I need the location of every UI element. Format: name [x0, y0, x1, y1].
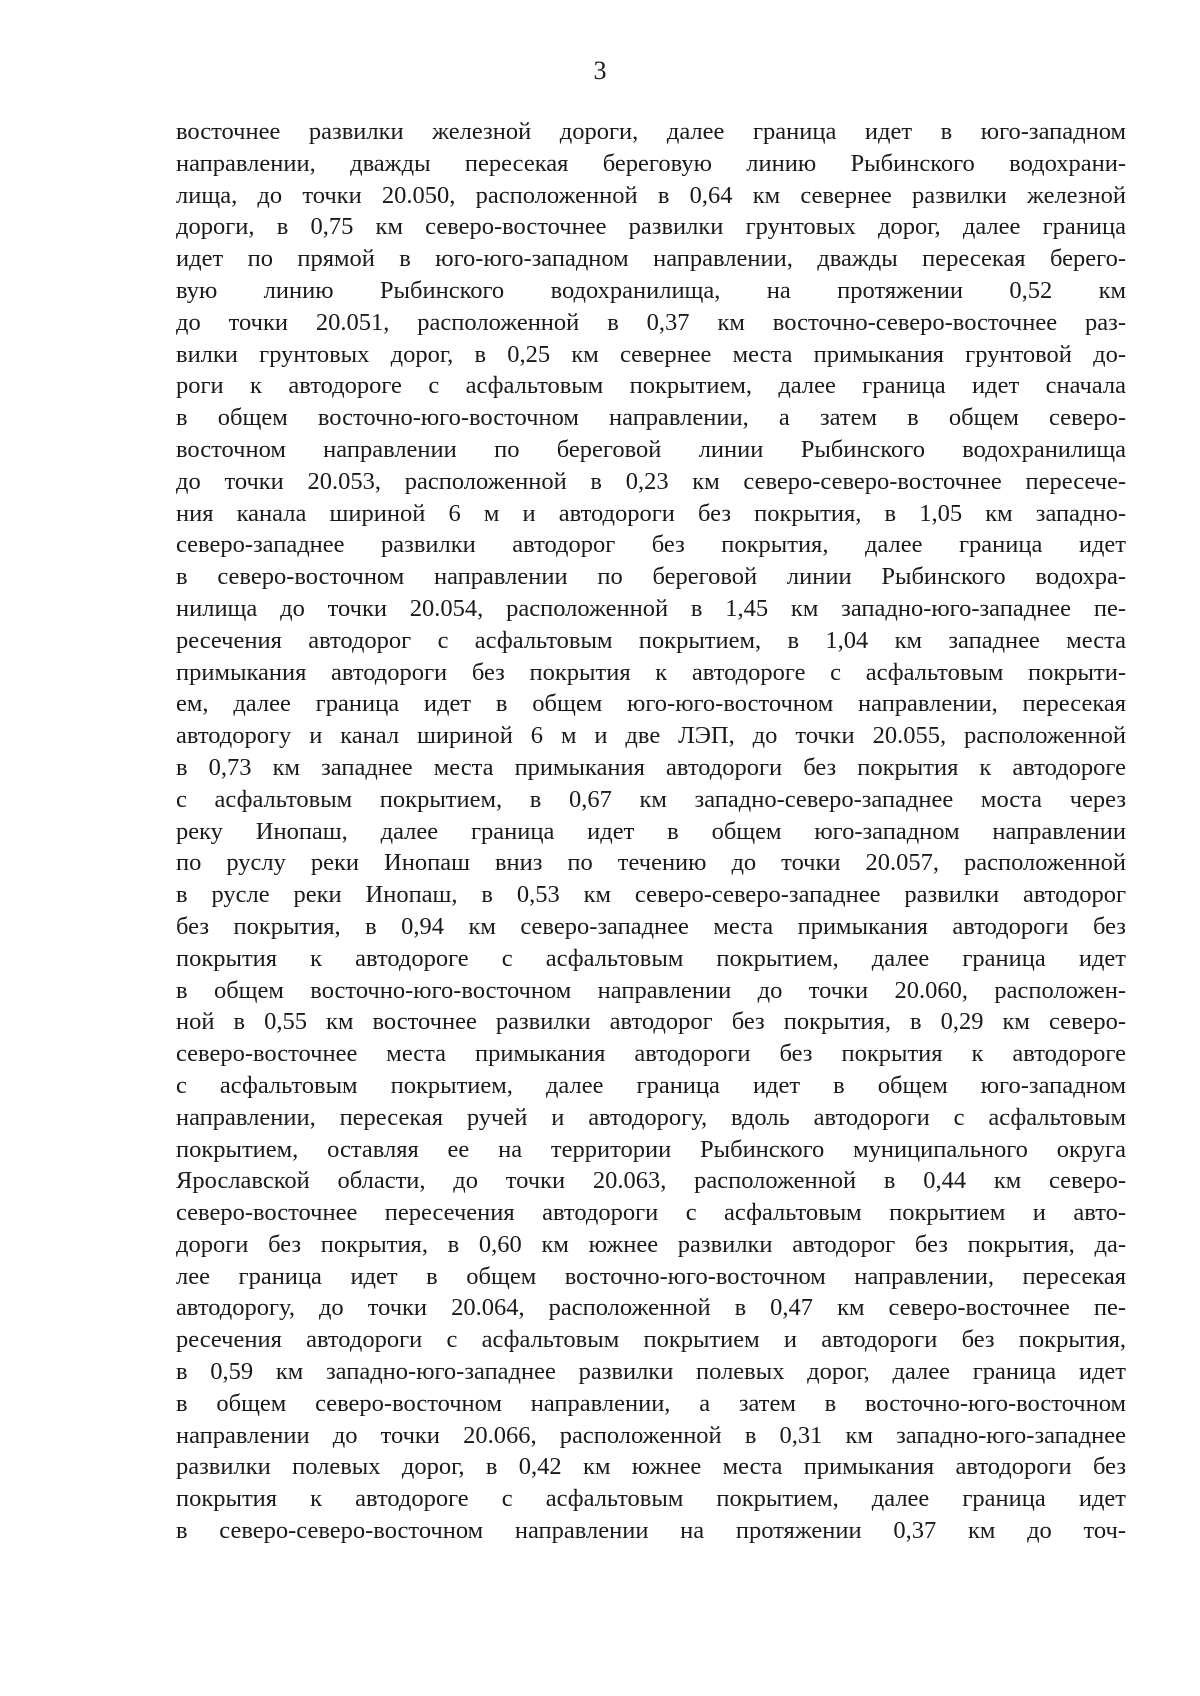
- body-paragraph: [176, 116, 1126, 1547]
- text-line: Ярославской области, до точки 20.063, расположенной в 0,44 км северо-: [176, 1167, 1126, 1195]
- text-line: развилки полевых дорог, в 0,42 км южнее места примыкания автодороги без: [176, 1453, 1126, 1481]
- text-line: дороги, в 0,75 км северо-восточнее развилки грунтовых дорог, далее граница: [176, 213, 1126, 241]
- text-line: с асфальтовым покрытием, в 0,67 км западно-северо-западнее моста через: [176, 785, 1126, 813]
- text-line: в северо-восточном направлении по береговой линии Рыбинского водохра-: [176, 563, 1126, 591]
- text-line: с асфальтовым покрытием, далее граница идет в общем юго-западном: [176, 1071, 1126, 1099]
- text-line: направлении, дважды пересекая береговую линию Рыбинского водохрани-: [176, 149, 1126, 177]
- text-line: автодорогу и канал шириной 6 м и две ЛЭП, до точки 20.055, расположенной: [176, 722, 1126, 750]
- text-line: ресечения автодорог с асфальтовым покрытием, в 1,04 км западнее места: [176, 626, 1126, 654]
- text-line: покрытия к автодороге с асфальтовым покрытием, далее граница идет: [176, 1485, 1126, 1513]
- text-line: лища, до точки 20.050, расположенной в 0,64 км севернее развилки железной: [176, 181, 1126, 209]
- text-line: реку Инопаш, далее граница идет в общем юго-западном направлении: [176, 817, 1126, 845]
- text-line: покрытием, оставляя ее на территории Рыбинского муниципального округа: [176, 1135, 1126, 1163]
- text-line: ем, далее граница идет в общем юго-юго-восточном направлении, пересекая: [176, 690, 1126, 718]
- text-line: автодорогу, до точки 20.064, расположенной в 0,47 км северо-восточнее пе-: [176, 1294, 1126, 1322]
- text-line: северо-восточнее места примыкания автодороги без покрытия к автодороге: [176, 1040, 1126, 1068]
- text-line: примыкания автодороги без покрытия к автодороге с асфальтовым покрыти-: [176, 658, 1126, 686]
- text-line: в 0,73 км западнее места примыкания автодороги без покрытия к автодороге: [176, 753, 1126, 781]
- text-line: до точки 20.053, расположенной в 0,23 км северо-северо-восточнее пересече-: [176, 467, 1126, 495]
- text-line: северо-западнее развилки автодорог без покрытия, далее граница идет: [176, 531, 1126, 559]
- text-line: северо-восточнее пересечения автодороги с асфальтовым покрытием и авто-: [176, 1199, 1126, 1227]
- text-line: в русле реки Инопаш, в 0,53 км северо-северо-западнее развилки автодорог: [176, 881, 1126, 909]
- text-line: лее граница идет в общем восточно-юго-восточном направлении, пересекая: [176, 1262, 1126, 1290]
- text-line: роги к автодороге с асфальтовым покрытием, далее граница идет сначала: [176, 372, 1126, 400]
- text-line: дороги без покрытия, в 0,60 км южнее развилки автодорог без покрытия, да-: [176, 1230, 1126, 1258]
- text-line: до точки 20.051, расположенной в 0,37 км восточно-северо-восточнее раз-: [176, 308, 1126, 336]
- text-line: в общем восточно-юго-восточном направлении до точки 20.060, расположен-: [176, 976, 1126, 1004]
- text-line: идет по прямой в юго-юго-западном направлении, дважды пересекая берего-: [176, 245, 1126, 273]
- text-line: в общем восточно-юго-восточном направлении, а затем в общем северо-: [176, 404, 1126, 432]
- text-line: ной в 0,55 км восточнее развилки автодорог без покрытия, в 0,29 км северо-: [176, 1008, 1126, 1036]
- text-line: ния канала шириной 6 м и автодороги без покрытия, в 1,05 км западно-: [176, 499, 1126, 527]
- text-line: направлении до точки 20.066, расположенной в 0,31 км западно-юго-западнее: [176, 1421, 1126, 1449]
- text-line: восточнее развилки железной дороги, далее граница идет в юго-западном: [176, 118, 1126, 145]
- text-line: в общем северо-восточном направлении, а затем в восточно-юго-восточном: [176, 1389, 1126, 1417]
- text-line: без покрытия, в 0,94 км северо-западнее места примыкания автодороги без: [176, 912, 1126, 940]
- page-number: 3: [593, 56, 607, 85]
- text-line: нилища до точки 20.054, расположенной в 1,45 км западно-юго-западнее пе-: [176, 594, 1126, 622]
- text-line: восточном направлении по береговой линии Рыбинского водохранилища: [176, 435, 1126, 463]
- text-line: вую линию Рыбинского водохранилища, на протяжении 0,52 км: [176, 276, 1126, 304]
- text-line: ресечения автодороги с асфальтовым покрытием и автодороги без покрытия,: [176, 1326, 1126, 1354]
- text-line: по руслу реки Инопаш вниз по течению до точки 20.057, расположенной: [176, 849, 1126, 877]
- text-line: направлении, пересекая ручей и автодорогу, вдоль автодороги с асфальтовым: [176, 1103, 1126, 1131]
- text-line: в 0,59 км западно-юго-западнее развилки полевых дорог, далее граница идет: [176, 1358, 1126, 1386]
- text-line: вилки грунтовых дорог, в 0,25 км севернее места примыкания грунтовой до-: [176, 340, 1126, 368]
- text-line: покрытия к автодороге с асфальтовым покрытием, далее граница идет: [176, 944, 1126, 972]
- text-line: в северо-северо-восточном направлении на протяжении 0,37 км до точ-: [176, 1517, 1126, 1545]
